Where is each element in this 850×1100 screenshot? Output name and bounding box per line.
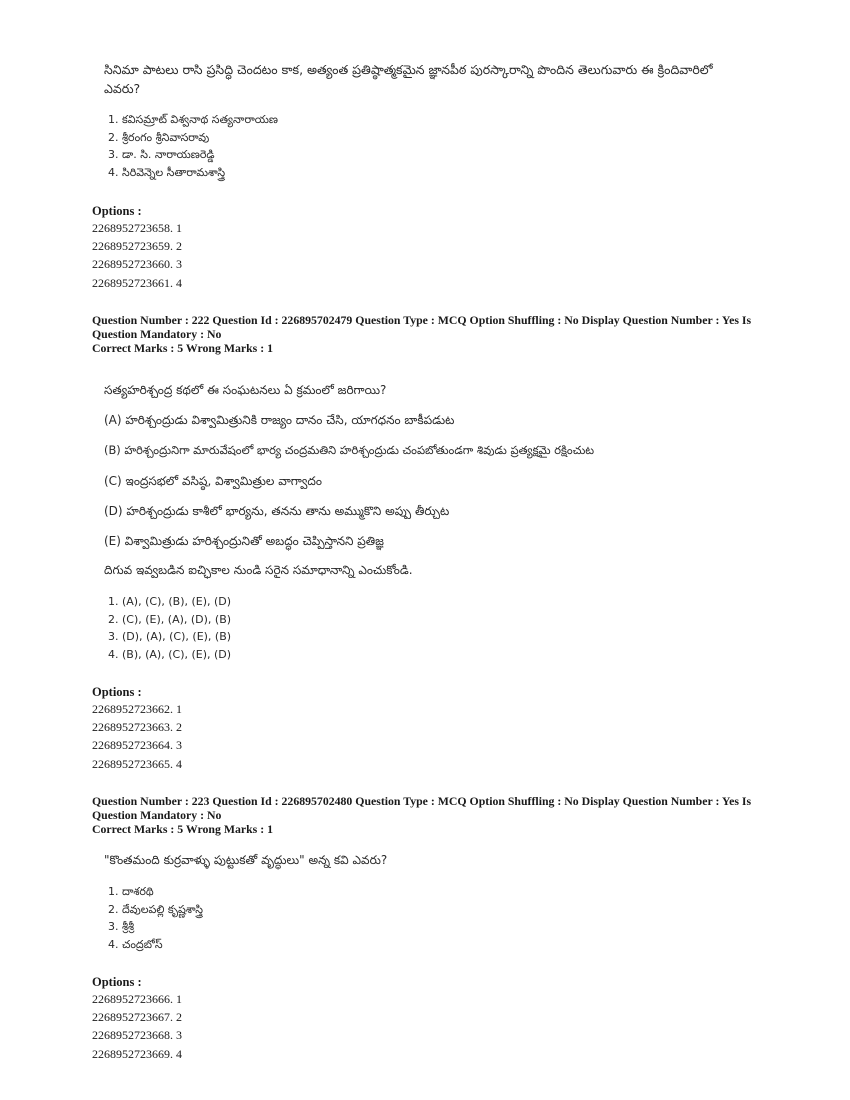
question-meta-line: Question Number : 222 Question Id : 226895702479 Question Type : MCQ Option Shuffling : No Display Question Number : Yes Is bbox=[92, 313, 752, 327]
question-meta-line: Question Number : 223 Question Id : 226895702480 Question Type : MCQ Option Shuffling : No Display Question Number : Yes Is bbox=[92, 794, 752, 808]
question-221-choices bbox=[108, 111, 278, 181]
choice-item: 1. దాశరథి bbox=[108, 885, 154, 898]
option-id: 2268952723666. 1 bbox=[92, 992, 182, 1006]
choice-item: 3. డా. సి. నారాయణరెడ్డి bbox=[108, 148, 215, 162]
question-223-header bbox=[92, 794, 772, 836]
question-222-choices bbox=[108, 593, 231, 663]
choice-item: 1. కవిసమ్రాట్ విశ్వనాథ సత్యనారాయణ bbox=[108, 113, 279, 126]
option-id: 2268952723668. 3 bbox=[92, 1028, 182, 1043]
choice-item: 1. (A), (C), (B), (E), (D) bbox=[108, 595, 232, 608]
option-id: 2268952723658. 1 bbox=[92, 221, 182, 235]
option-id: 2268952723660. 3 bbox=[92, 257, 182, 272]
option-id: 2268952723662. 1 bbox=[92, 702, 182, 716]
option-id: 2268952723667. 2 bbox=[92, 1010, 182, 1025]
question-223-choices bbox=[108, 883, 203, 953]
option-id: 2268952723663. 2 bbox=[92, 720, 182, 735]
option-id: 2268952723659. 2 bbox=[92, 239, 182, 254]
option-id: 2268952723661. 4 bbox=[92, 275, 182, 290]
question-mandatory: Question Mandatory : No bbox=[92, 808, 222, 822]
question-marks: Correct Marks : 5 Wrong Marks : 1 bbox=[92, 822, 273, 836]
option-id: 2268952723669. 4 bbox=[92, 1046, 182, 1061]
question-223-stem: "కొంతమంది కుర్రవాళ్ళు పుట్టుకతో వృద్ధులు" అన్న కవి ఎవరు? bbox=[104, 853, 388, 867]
choice-item: 2. దేవులపల్లి కృష్ణశాస్త్రి bbox=[108, 902, 203, 916]
question-221-stem: సినిమా పాటలు రాసి ప్రసిద్ధి చెందటం కాక, అత్యంత ప్రతిష్ఠాత్మకమైన జ్ఞానపీఠ పురస్కారాన్ని పొందిన తెలుగువారు ఈ క్రిందివారిలో ఎవరు? bbox=[104, 62, 713, 96]
question-222-header bbox=[92, 313, 772, 355]
choice-item: 4. (B), (A), (C), (E), (D) bbox=[108, 647, 232, 661]
statement-d: (D) హరిశ్చంద్రుడు కాశీలో భార్యను, తనను తాను అమ్ముకొని అప్పు తీర్చుట bbox=[104, 504, 450, 518]
options-label: Options : bbox=[92, 685, 142, 699]
statement-c: (C) ఇంద్రసభలో వసిష్ఠ, విశ్వామిత్రుల వాగ్వాదం bbox=[104, 474, 322, 488]
statement-b: (B) హరిశ్చంద్రునిగా మారువేషంలో భార్య చంద్రమతిని హరిశ్చంద్రుడు చంపబోతుండగా శివుడు ప్రత్యక్షమై రక్షించుట bbox=[104, 443, 595, 457]
choice-item: 2. (C), (E), (A), (D), (B) bbox=[108, 612, 232, 626]
options-label: Options : bbox=[92, 975, 142, 989]
question-223-options bbox=[92, 990, 182, 1063]
choice-item: 2. శ్రీరంగం శ్రీనివాసరావు bbox=[108, 130, 210, 144]
question-222-stem: సత్యహరిశ్చంద్ర కథలో ఈ సంఘటనలు ఏ క్రమంలో జరిగాయి? bbox=[104, 383, 387, 397]
choice-item: 3. శ్రీశ్రీ bbox=[108, 920, 135, 934]
options-label: Options : bbox=[92, 204, 142, 218]
question-marks: Correct Marks : 5 Wrong Marks : 1 bbox=[92, 341, 273, 355]
statement-a: (A) హరిశ్చంద్రుడు విశ్వామిత్రునికి రాజ్యం దానం చేసి, యాగధనం బాకీపడుట bbox=[104, 413, 455, 427]
question-222-instruction: దిగువ ఇవ్వబడిన ఐచ్ఛికాల నుండి సరైన సమాధానాన్ని ఎంచుకోండి. bbox=[104, 563, 413, 577]
question-222-options bbox=[92, 700, 182, 773]
option-id: 2268952723664. 3 bbox=[92, 738, 182, 753]
choice-item: 4. చంద్రబోస్ bbox=[108, 937, 163, 951]
choice-item: 3. (D), (A), (C), (E), (B) bbox=[108, 630, 232, 644]
question-mandatory: Question Mandatory : No bbox=[92, 327, 222, 341]
statement-e: (E) విశ్వామిత్రుడు హరిశ్చంద్రునితో అబద్ధం చెప్పిస్తానని ప్రతిజ్ఞ bbox=[104, 534, 384, 548]
option-id: 2268952723665. 4 bbox=[92, 756, 182, 771]
choice-item: 4. సిరివెన్నెల సీతారామశాస్త్రి bbox=[108, 165, 226, 179]
question-221-options bbox=[92, 219, 182, 292]
